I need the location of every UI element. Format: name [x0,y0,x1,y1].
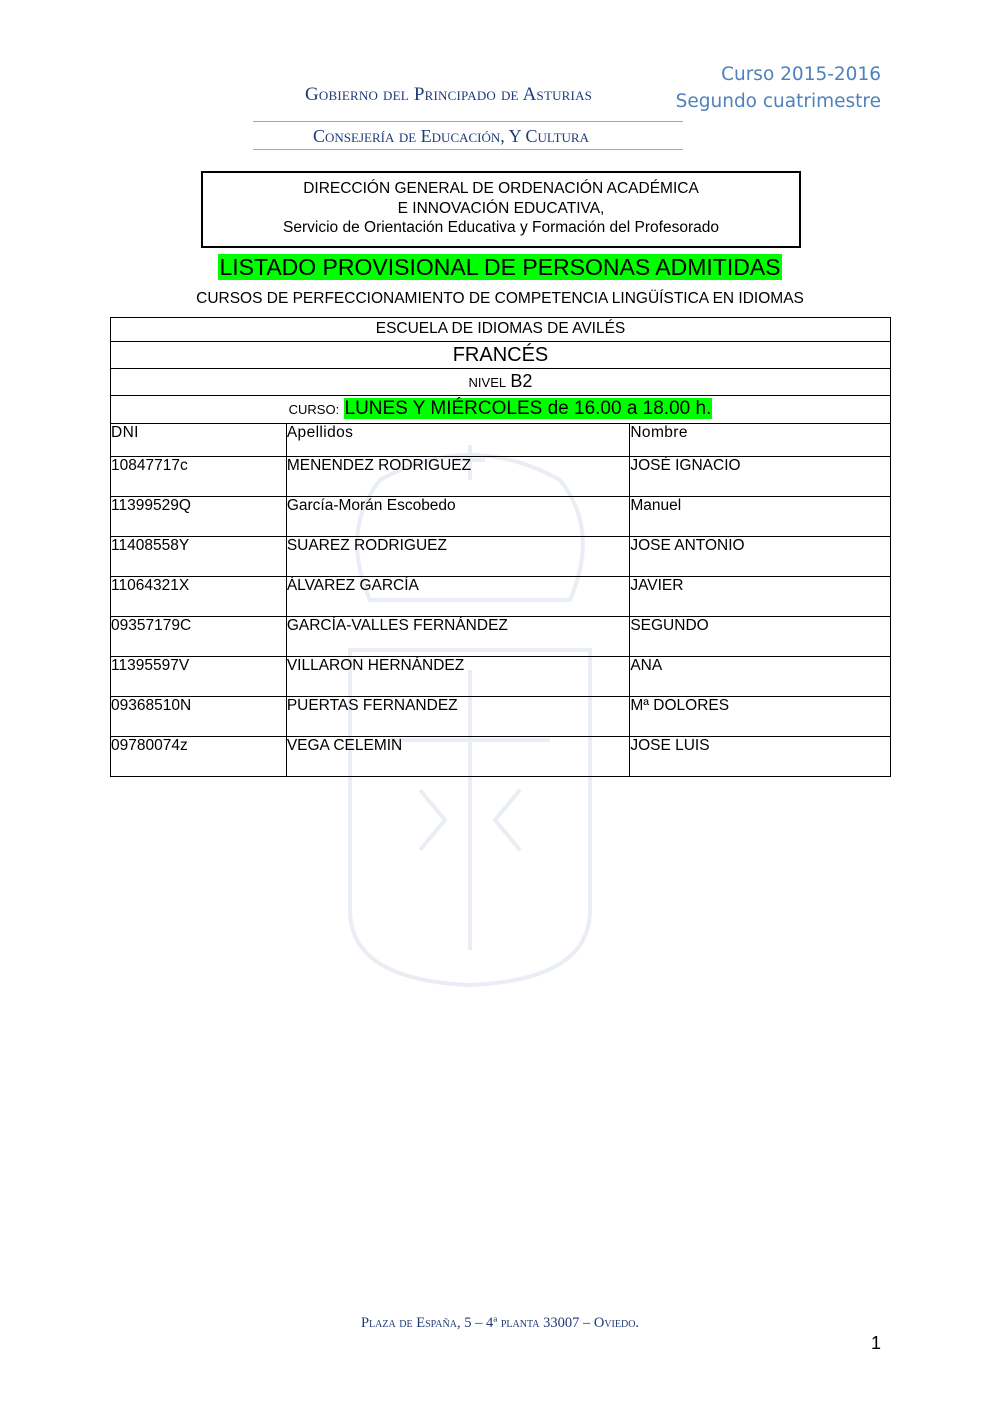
table-row [111,497,891,537]
column-header-row [111,424,891,457]
level-cell [111,369,891,396]
nombre-cell: ANA [630,657,891,697]
dni-cell: 11395597V [111,657,287,697]
footer-address: Plaza de España, 5 – 4ª planta 33007 – Oviedo. [360,1315,640,1331]
dni-cell: 11064321X [111,577,287,617]
apellidos-cell: PUERTAS FERNANDEZ [286,697,630,737]
dni-cell: 09357179C [111,617,287,657]
apellidos-cell: ÁLVAREZ GARCÍA [286,577,630,617]
direction-line-3: Servicio de Orientación Educativa y Formación del Profesorado [283,219,719,236]
page-subtitle: CURSOS DE PERFECCIONAMIENTO DE COMPETENCIA LINGÜÍSTICA EN IDIOMAS [196,290,804,307]
direction-box [201,171,801,248]
dni-cell: 09780074z [111,737,287,777]
header-divider-top [253,121,683,122]
table-row [111,697,891,737]
nombre-cell: JOSE ANTONIO [630,537,891,577]
term-label: Segundo cuatrimestre [675,91,881,112]
apellidos-cell: García-Morán Escobedo [286,497,630,537]
nombre-cell: JOSÉ IGNACIO [630,457,891,497]
language-name: FRANCÉS [111,342,891,369]
column-header-nombre: Nombre [630,424,891,457]
nombre-cell: Mª DOLORES [630,697,891,737]
direction-line-1: DIRECCIÓN GENERAL DE ORDENACIÓN ACADÉMICA [303,180,699,197]
page-title-text: LISTADO PROVISIONAL DE PERSONAS ADMITIDAS [219,254,781,280]
dni-cell: 11408558Y [111,537,287,577]
table-row [111,577,891,617]
apellidos-cell: SUAREZ RODRIGUEZ [286,537,630,577]
course-schedule: LUNES Y MIÉRCOLES de 16.00 a 18.00 h. [344,398,712,419]
page-title [0,254,1000,281]
dni-cell: 10847717c [111,457,287,497]
course-period [676,61,881,115]
page-number: 1 [870,1333,881,1353]
table-row [111,657,891,697]
table-row [111,737,891,777]
dni-cell: 11399529Q [111,497,287,537]
table-row [111,617,891,657]
nombre-cell: SEGUNDO [630,617,891,657]
apellidos-cell: VILLARON HERNÁNDEZ [286,657,630,697]
table-row [111,537,891,577]
level-label: NIVEL [468,375,507,390]
department-header: Consejería de Educación, Y Cultura [313,126,589,146]
nombre-cell: JOSE LUIS [630,737,891,777]
apellidos-cell: MENENDEZ RODRIGUEZ [286,457,630,497]
course-label: CURSO: [288,402,340,417]
table-row [111,457,891,497]
column-header-apellidos: Apellidos [286,424,630,457]
apellidos-cell: GARCÍA-VALLES FERNÁNDEZ [286,617,630,657]
nombre-cell: JAVIER [630,577,891,617]
apellidos-cell: VEGA CELEMIN [286,737,630,777]
direction-line-2: E INNOVACIÓN EDUCATIVA, [397,199,605,217]
course-year-label: Curso 2015-2016 [721,64,881,85]
course-cell [111,396,891,424]
school-name: ESCUELA DE IDIOMAS DE AVILÉS [111,318,891,342]
admitted-persons-table [110,317,891,777]
column-header-dni: DNI [111,424,287,457]
government-header: Gobierno del Principado de Asturias [305,84,593,105]
level-value: B2 [510,371,533,391]
nombre-cell: Manuel [630,497,891,537]
dni-cell: 09368510N [111,697,287,737]
header-divider-bottom [253,149,683,150]
